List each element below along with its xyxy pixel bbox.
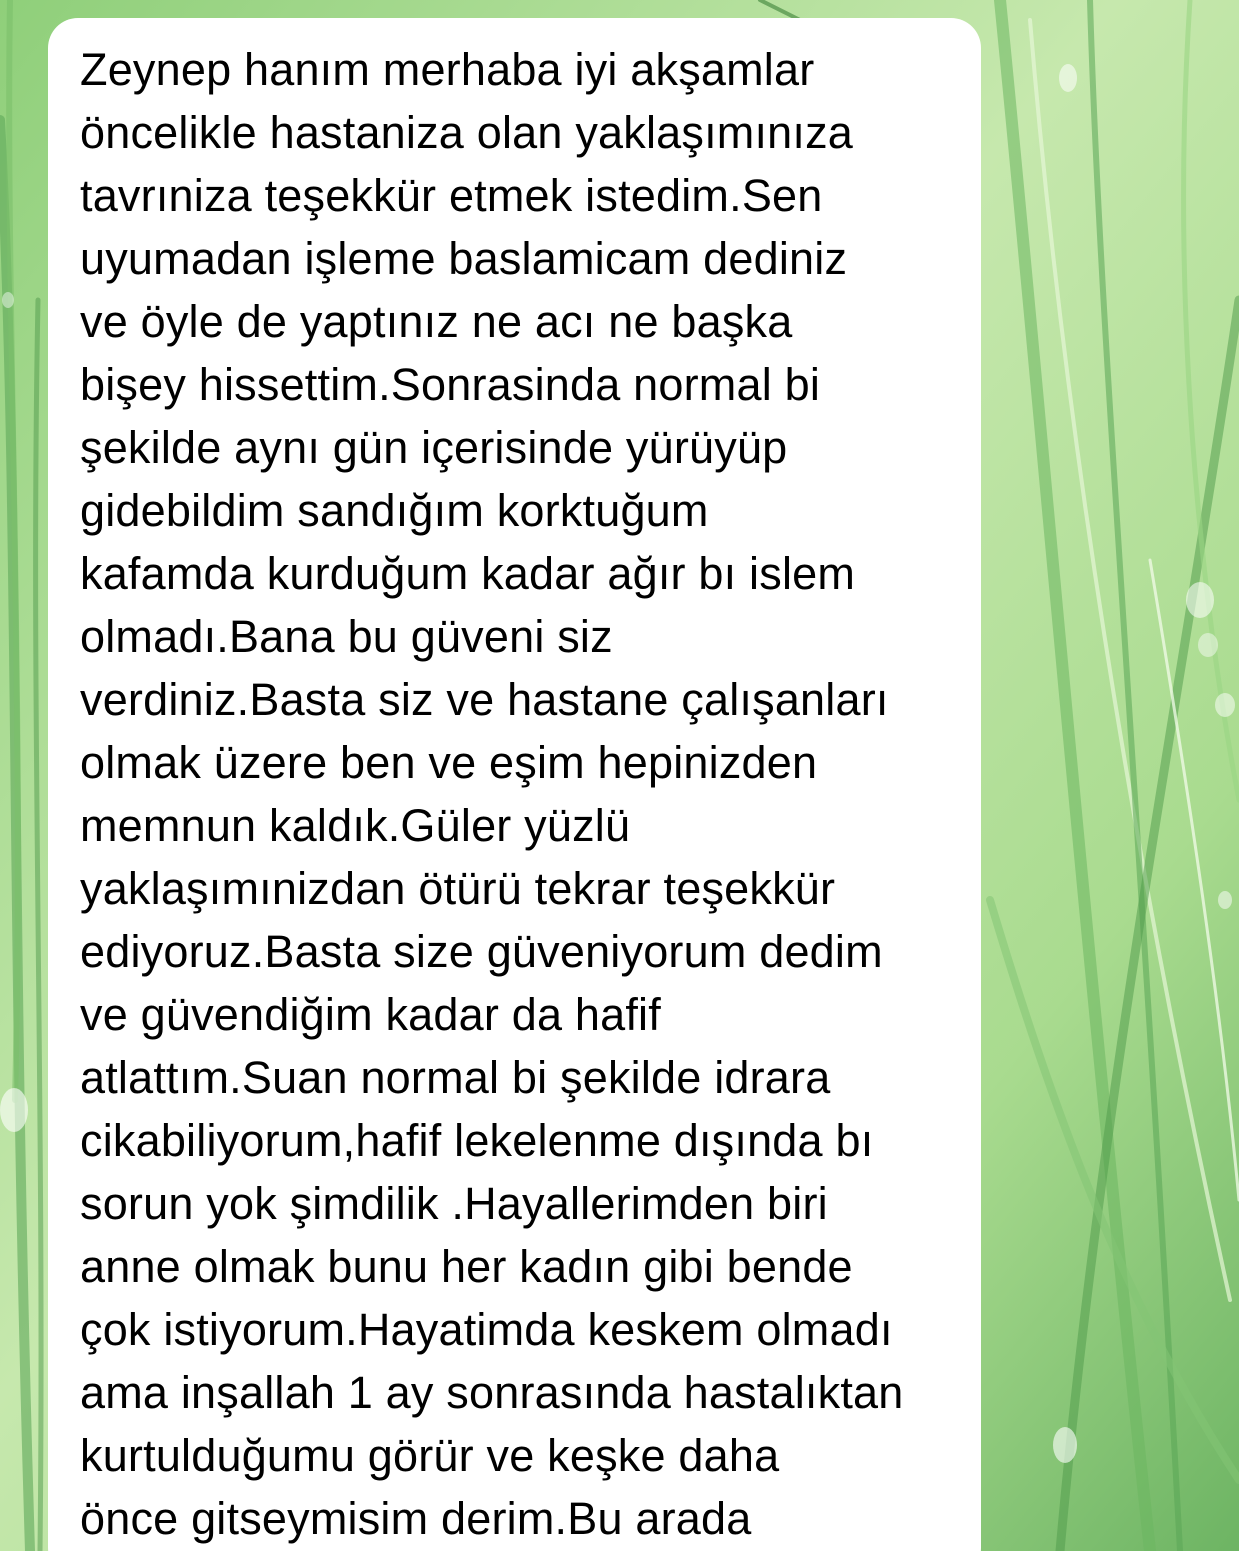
message-line: gidebildim sandığım korktuğum <box>80 485 709 536</box>
message-line: verdiniz.Basta siz ve hastane çalışanları <box>80 674 889 725</box>
message-line: önce gitseymisim derim.Bu arada <box>80 1493 752 1544</box>
message-line: kafamda kurduğum kadar ağır bı islem <box>80 548 856 599</box>
message-bubble[interactable] <box>48 18 981 1551</box>
message-line: ve öyle de yaptınız ne acı ne başka <box>80 296 793 347</box>
message-line: ve güvendiğim kadar da hafif <box>80 989 661 1040</box>
message-line: çok istiyorum.Hayatimda keskem olmadı <box>80 1304 893 1355</box>
message-line: öncelikle hastaniza olan yaklaşımınıza <box>80 107 854 158</box>
message-line: anne olmak bunu her kadın gibi bende <box>80 1241 853 1292</box>
message-line: ama inşallah 1 ay sonrasında hastalıktan <box>80 1367 904 1418</box>
message-line: bişey hissettim.Sonrasinda normal bi <box>80 359 821 410</box>
message-line: olmak üzere ben ve eşim hepinizden <box>80 737 818 788</box>
message-line: cikabiliyorum,hafif lekelenme dışında bı <box>80 1115 874 1166</box>
message-line: şekilde aynı gün içerisinde yürüyüp <box>80 422 788 473</box>
message-line: tavrıniza teşekkür etmek istedim.Sen <box>80 170 823 221</box>
message-line: atlattım.Suan normal bi şekilde idrara <box>80 1052 831 1103</box>
message-line: Zeynep hanım merhaba iyi akşamlar <box>80 44 815 95</box>
message-line: kurtulduğumu görür ve keşke daha <box>80 1430 780 1481</box>
message-line: memnun kaldık.Güler yüzlü <box>80 800 631 851</box>
message-line: yaklaşımınizdan ötürü tekrar teşekkür <box>80 863 836 914</box>
message-line: uyumadan işleme baslamicam dediniz <box>80 233 848 284</box>
message-line: sorun yok şimdilik .Hayallerimden biri <box>80 1178 828 1229</box>
message-line: ediyoruz.Basta size güveniyorum dedim <box>80 926 883 977</box>
message-line: olmadı.Bana bu güveni siz <box>80 611 613 662</box>
